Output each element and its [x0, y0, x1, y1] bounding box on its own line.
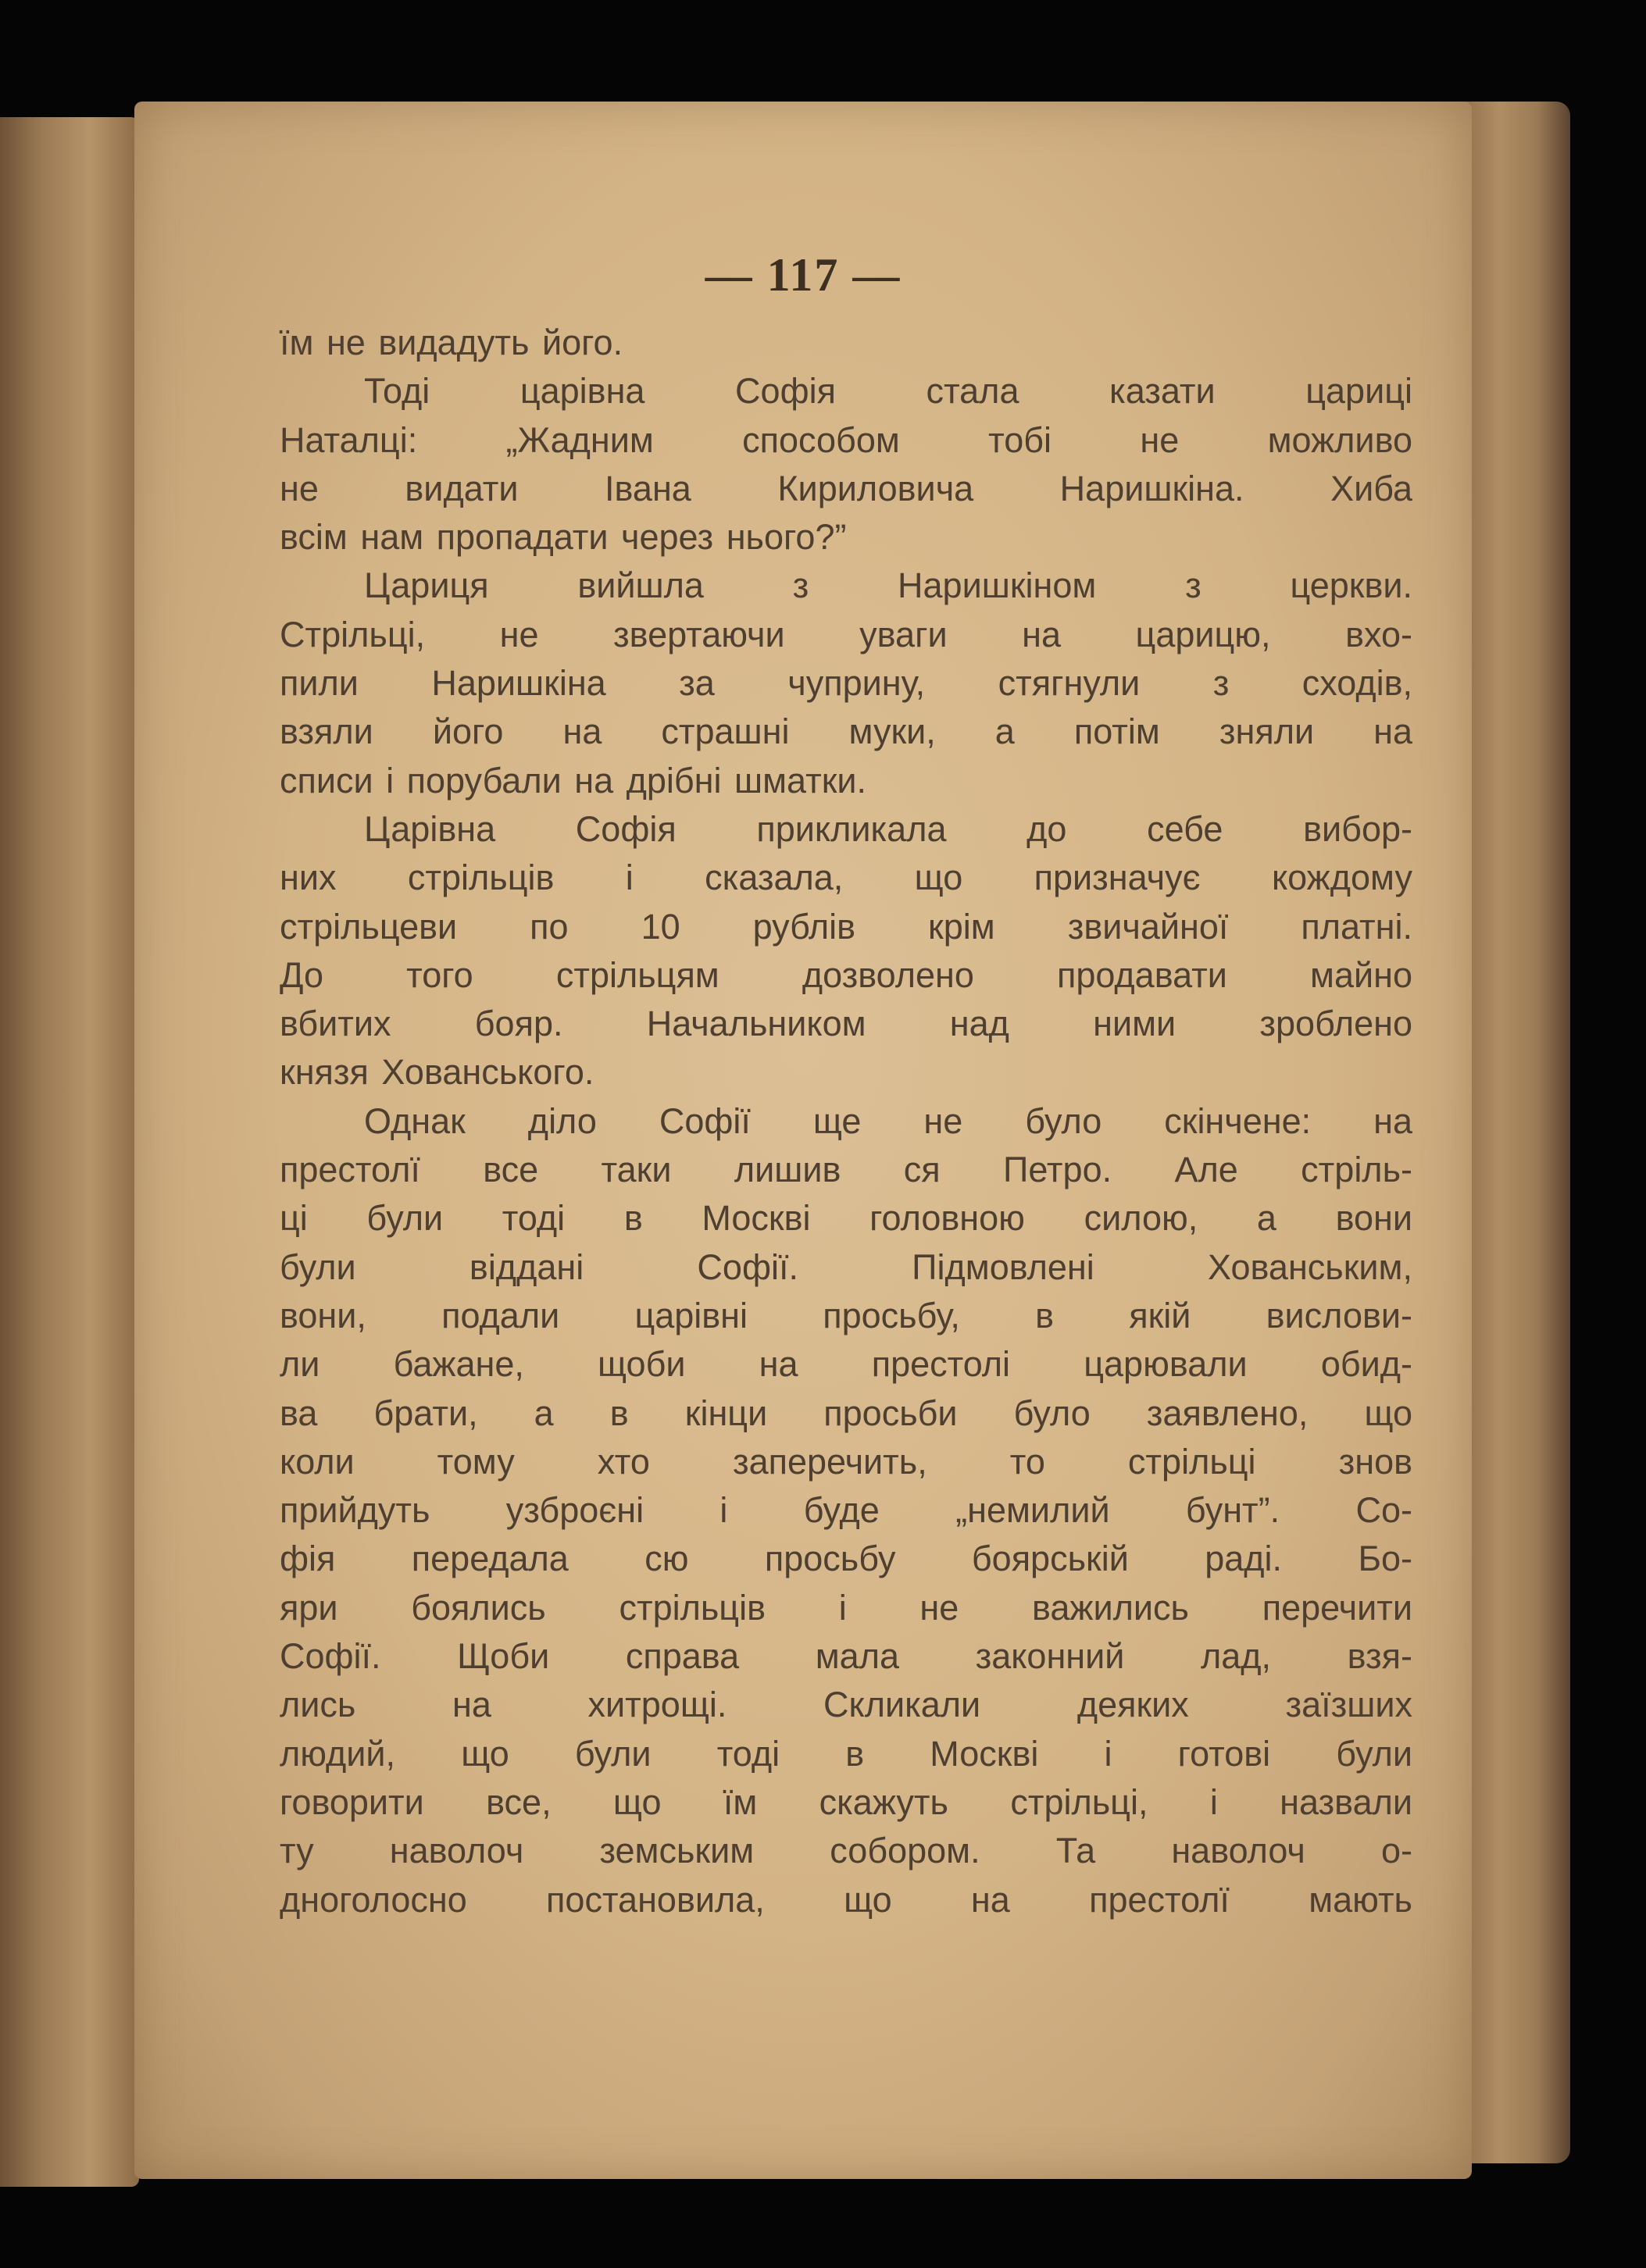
text-line: князя Хованського. — [280, 1052, 594, 1093]
text-line: не видати Івана Кириловича Наришкіна. Хиба — [280, 468, 1412, 508]
text-line: Наталці: „Жадним способом тобі не можливо — [280, 419, 1412, 460]
book-page — [134, 102, 1472, 2179]
page-number: — 117 — — [705, 249, 902, 301]
text-line: говорити все, що їм скажуть стрільці, і назвали — [280, 1781, 1412, 1822]
text-line: престолї все таки лишив ся Петро. Але стріль- — [280, 1150, 1412, 1190]
text-line: ці були тоді в Москві головною силою, а вони — [280, 1198, 1412, 1239]
text-line: ли бажане, щоби на престолі царювали обид- — [280, 1344, 1412, 1385]
text-line: лись на хитрощі. Скликали деяких заїзших — [280, 1685, 1412, 1725]
page-text — [280, 319, 1412, 1924]
text-line: Царівна Софія прикликала до себе вибор- — [364, 808, 1412, 849]
text-line: їм не видадуть його. — [280, 323, 623, 362]
text-line: Цариця вийшла з Наришкіном з церкви. — [364, 565, 1412, 606]
text-line: До того стрільцям дозволено продавати майно — [280, 954, 1412, 995]
text-line: ту наволоч земським собором. Та наволоч о- — [280, 1831, 1412, 1871]
text-line: Тоді царівна Софія стала казати цариці — [364, 371, 1412, 412]
text-line: взяли його на страшні муки, а потім зняли на — [280, 711, 1412, 752]
text-line: Софії. Щоби справа мала законний лад, взя- — [280, 1636, 1412, 1677]
text-line: вбитих бояр. Начальником над ними зроблено — [280, 1004, 1412, 1044]
text-line: коли тому хто заперечить, то стрільці знов — [280, 1441, 1412, 1482]
text-line: яри боялись стрільців і не важились перечити — [280, 1587, 1412, 1628]
text-line: них стрільців і сказала, що призначує кождому — [280, 858, 1412, 898]
left-page-edge — [0, 117, 139, 2187]
text-line: стрільцеви по 10 рублів крім звичайної платні. — [280, 906, 1412, 947]
text-line: фія передала сю просьбу боярській раді. Бо- — [280, 1539, 1412, 1579]
text-line: вони, подали царівні просьбу, в якій вислови- — [280, 1295, 1412, 1335]
text-line: були віддані Софії. Підмовлені Хованським, — [280, 1246, 1412, 1287]
right-page-stack — [1461, 102, 1570, 2163]
text-line: Стрільці, не звертаючи уваги на царицю, вхо- — [280, 614, 1412, 654]
text-line: прийдуть узброєні і буде „немилий бунт”. Со- — [280, 1490, 1412, 1531]
text-line: людий, що були тоді в Москві і готові були — [280, 1733, 1412, 1774]
text-line: всім нам пропадати через нього?” — [280, 517, 847, 558]
text-line: дноголосно постановила, що на престолї мають — [280, 1879, 1412, 1920]
text-line: пили Наришкіна за чуприну, стягнули з сходів, — [280, 663, 1412, 704]
text-line: списи і порубали на дрібні шматки. — [280, 760, 867, 801]
text-line: ва брати, а в кінци просьби було заявлено, що — [280, 1393, 1412, 1433]
text-line: Однак діло Софії ще не було скінчене: на — [364, 1100, 1412, 1141]
